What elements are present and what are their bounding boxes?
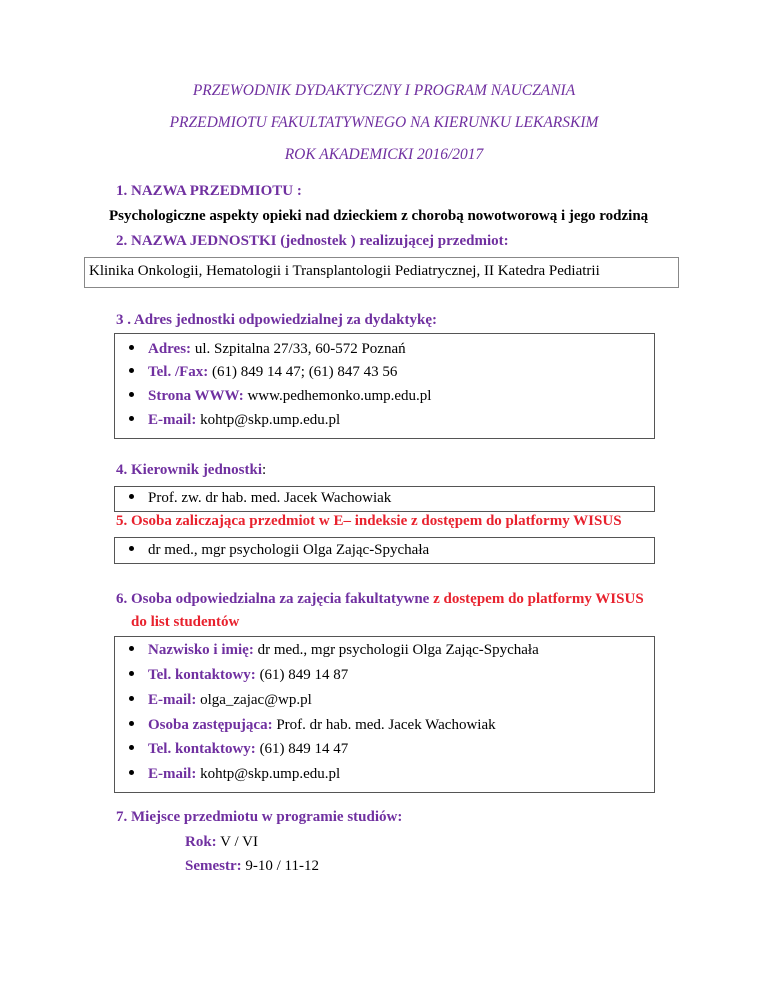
- bullet-icon: [129, 745, 134, 750]
- bullet-icon: [129, 546, 134, 551]
- bullet-icon: [129, 696, 134, 701]
- bullet-icon: [129, 721, 134, 726]
- section1-heading: 1. NAZWA PRZEDMIOTU :: [116, 183, 302, 199]
- bullet-icon: [129, 494, 134, 499]
- section6-heading-line2: do list studentów: [131, 614, 240, 630]
- bullet-icon: [129, 345, 134, 350]
- head-of-unit-box: [114, 486, 655, 512]
- section2-heading: 2. NAZWA JEDNOSTKI (jednostek ) realizującej przedmiot:: [116, 233, 509, 249]
- phone-fax-item: Tel. /Fax: (61) 849 14 47; (61) 847 43 56: [129, 364, 397, 381]
- doc-title-line1: PRZEWODNIK DYDAKTYCZNY I PROGRAM NAUCZANIA: [192, 82, 576, 99]
- coordinator-phone: Tel. kontaktowy: (61) 849 14 87: [129, 667, 348, 684]
- coordinator-email: E-mail: olga_zajac@wp.pl: [129, 692, 312, 709]
- doc-title-line3: ROK AKADEMICKI 2016/2017: [284, 146, 484, 163]
- section4-heading: 4. Kierownik jednostki:: [116, 462, 267, 478]
- bullet-icon: [129, 368, 134, 373]
- coordinator-box: [114, 636, 655, 793]
- bullet-icon: [129, 392, 134, 397]
- address-item: Adres: ul. Szpitalna 27/33, 60-572 Poznań: [129, 341, 406, 358]
- doc-title-line2: PRZEDMIOTU FAKULTATYWNEGO NA KIERUNKU LEKARSKIM: [169, 114, 599, 131]
- coordinator-name: Nazwisko i imię: dr med., mgr psychologii Olga Zając-Spychała: [129, 642, 539, 659]
- section7-heading: 7. Miejsce przedmiotu w programie studiów:: [116, 809, 403, 825]
- examiner: dr med., mgr psychologii Olga Zając-Spychała: [129, 542, 429, 559]
- head-of-unit: Prof. zw. dr hab. med. Jacek Wachowiak: [129, 490, 391, 507]
- address-box: [114, 333, 655, 439]
- section3-heading: 3 . Adres jednostki odpowiedzialnej za dydaktykę:: [116, 312, 438, 328]
- examiner-box: [114, 537, 655, 564]
- substitute-name: Osoba zastępująca: Prof. dr hab. med. Jacek Wachowiak: [129, 717, 496, 734]
- section5-heading: 5. Osoba zaliczająca przedmiot w E– indeksie z dostępem do platformy WISUS: [116, 513, 622, 529]
- email-item: E-mail: kohtp@skp.ump.edu.pl: [129, 412, 340, 429]
- website-item: Strona WWW: www.pedhemonko.ump.edu.pl: [129, 388, 431, 405]
- year-row: Rok: V / VI: [185, 834, 258, 850]
- section6-heading: 6. Osoba odpowiedzialna za zajęcia fakultatywne z dostępem do platformy WISUS: [116, 591, 644, 607]
- substitute-email: E-mail: kohtp@skp.ump.edu.pl: [129, 766, 340, 783]
- semester-row: Semestr: 9-10 / 11-12: [185, 858, 319, 874]
- substitute-phone: Tel. kontaktowy: (61) 849 14 47: [129, 741, 348, 758]
- bullet-icon: [129, 416, 134, 421]
- bullet-icon: [129, 770, 134, 775]
- course-name: Psychologiczne aspekty opieki nad dzieckiem z chorobą nowotworową i jego rodziną: [109, 208, 649, 224]
- unit-name-box: [84, 257, 679, 288]
- bullet-icon: [129, 671, 134, 676]
- bullet-icon: [129, 646, 134, 651]
- unit-name: Klinika Onkologii, Hematologii i Transplantologii Pediatrycznej, II Katedra Pediatrii: [89, 263, 600, 279]
